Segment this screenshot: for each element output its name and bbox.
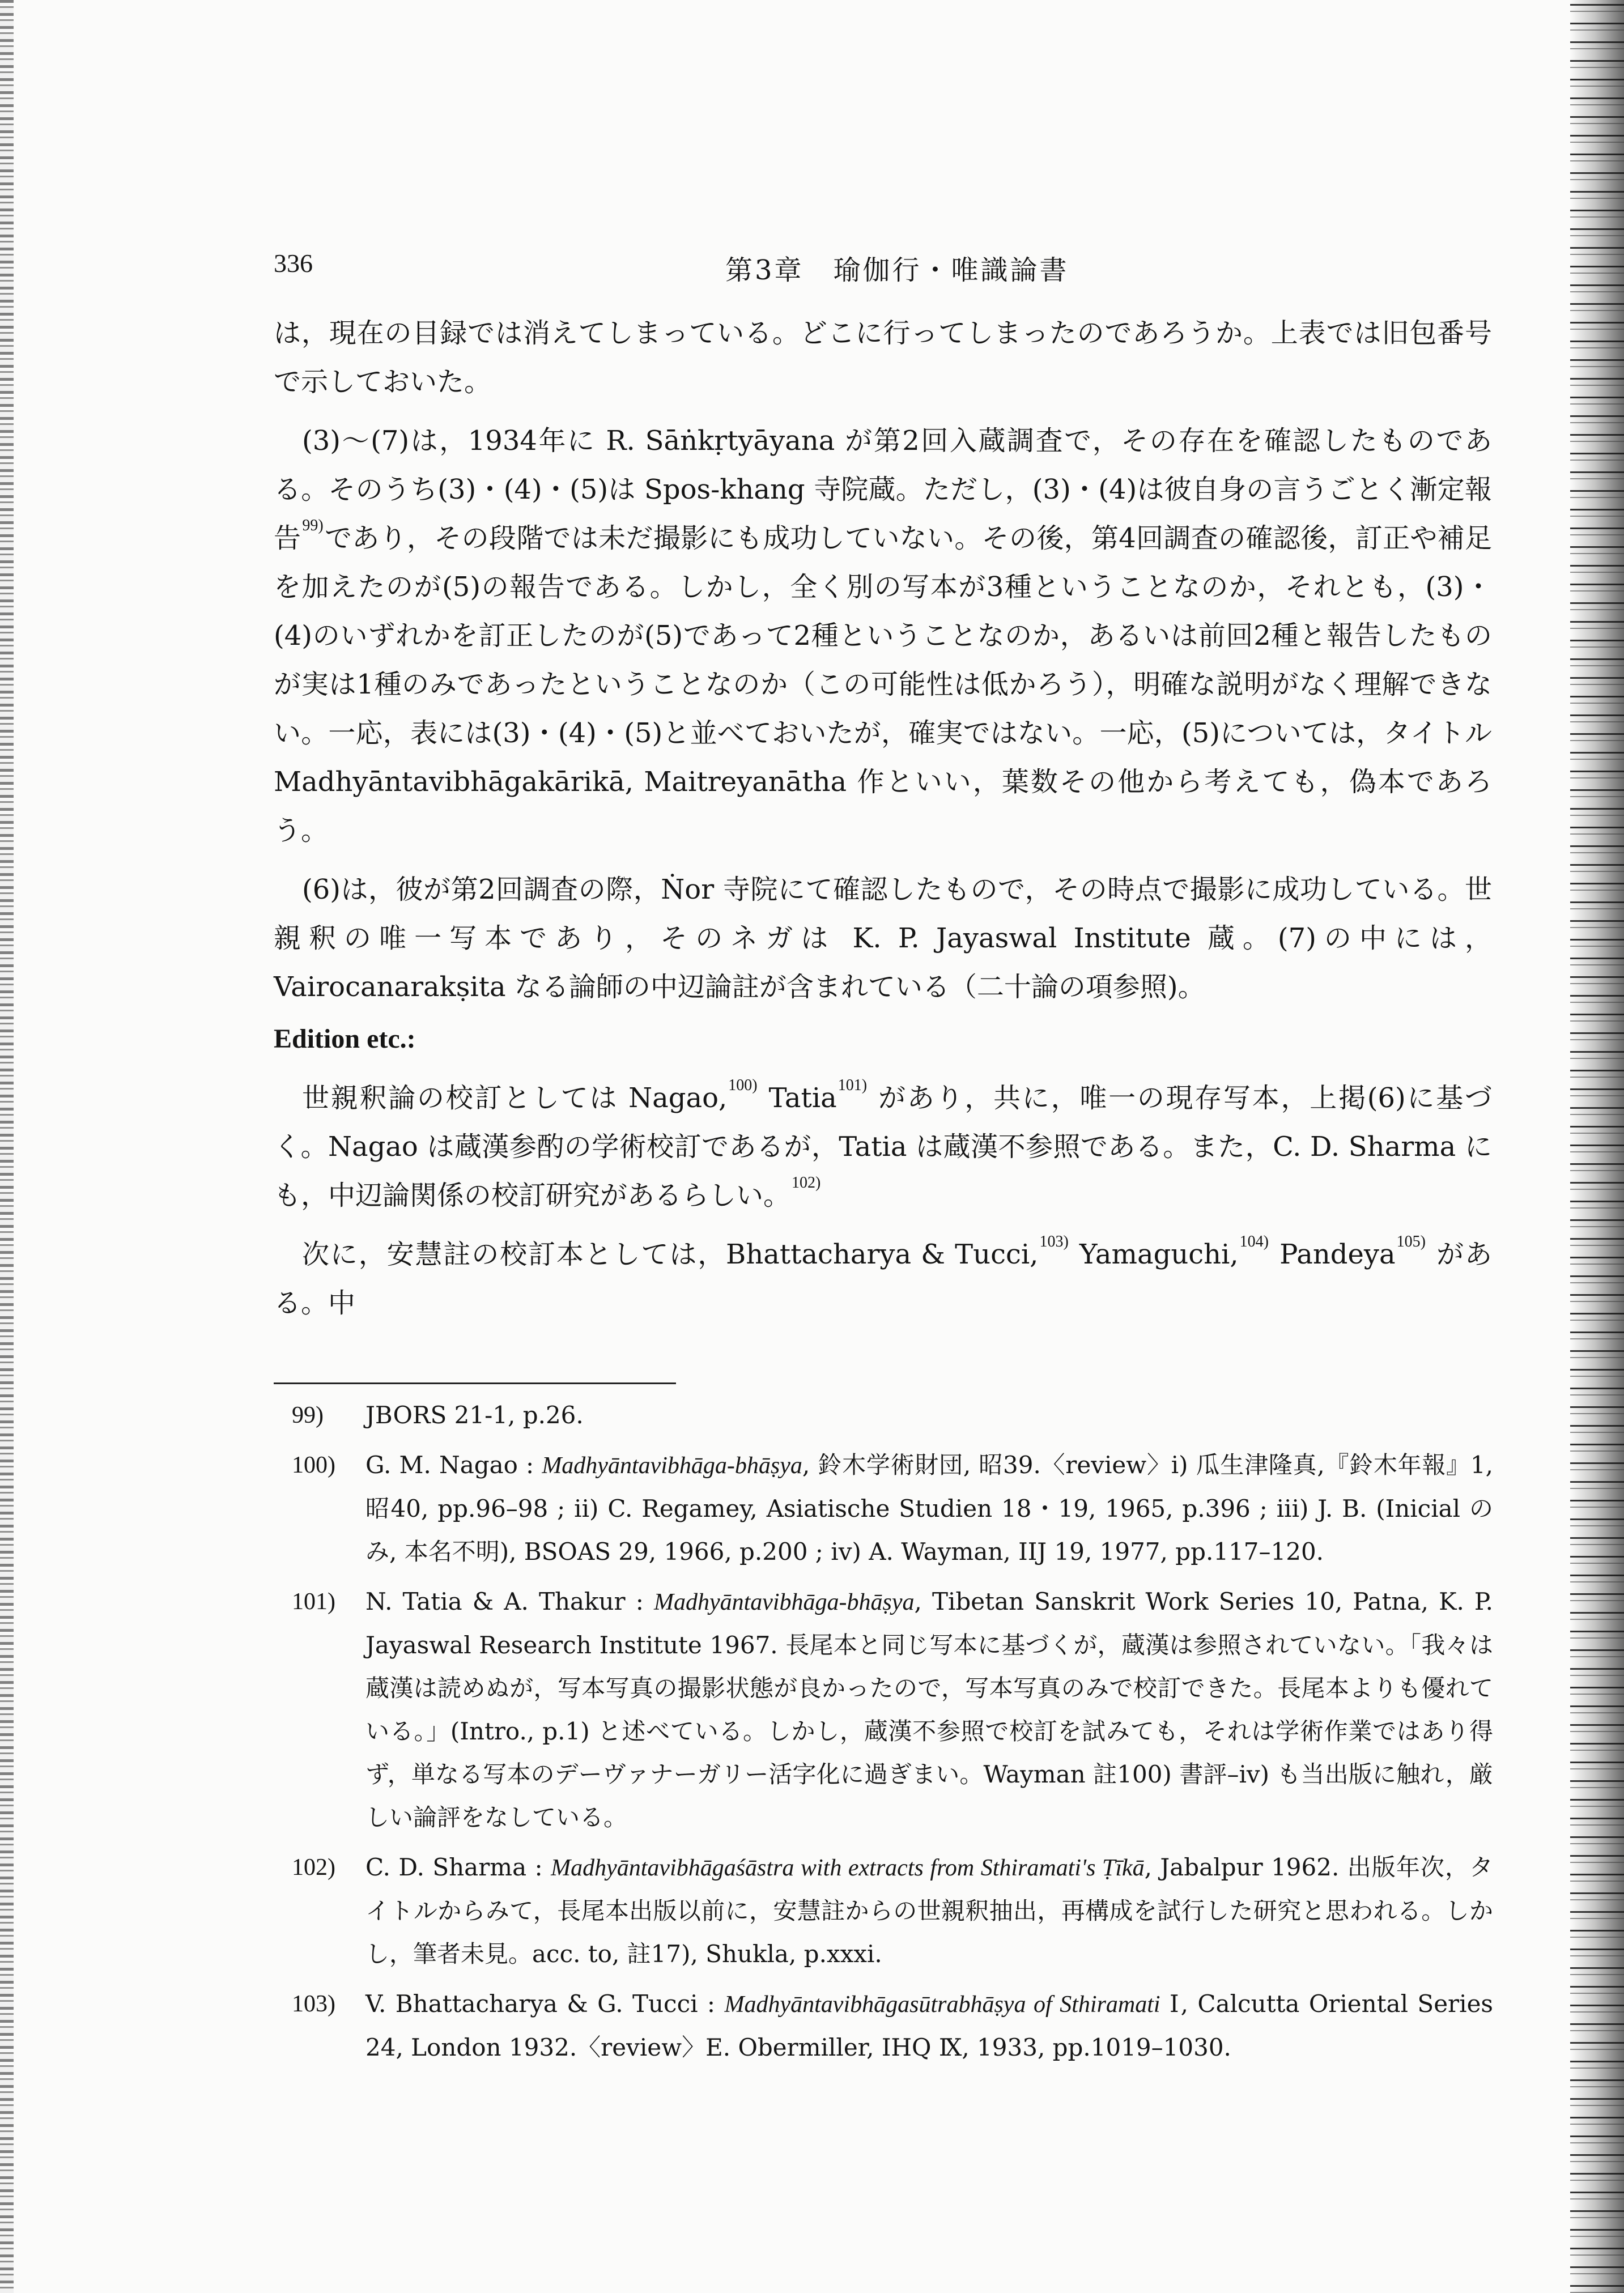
footnote-ref[interactable]: 102)	[792, 1174, 821, 1192]
footnote-ref[interactable]: 99)	[302, 517, 324, 534]
paragraph: (3)〜(7)は，1934年に R. Sāṅkṛtyāyana が第2回入蔵調査で，その存在を確認したものである。そのうち(3)・(4)・(5)は Spos-khang 寺院蔵。ただし，(3)・(4)は彼自身の言うごとく漸定報告$^{99)}$であり，その段階では未だ撮影にも成功していない。その後，第4回調査の確認後，訂正や補足を加えたのが(5)の報告である。しかし，全く別の写本が3種ということなのか，それとも，(3)・(4)のいずれかを訂正したのが(5)であって2種ということなのか，あるいは前回2種と報告したものが実は1種のみであったということなのか（この可能性は低かろう），明確な説明がなく理解できない。一応，表には(3)・(4)・(5)と並べておいたが，確実ではない。一応，(5)については，タイトル Madhyāntavibhāgakārikā, Maitreyanātha 作といい，葉数その他から考えても，偽本であろう。	[274, 425, 1492, 846]
paragraph: は，現在の目録では消えてしまっている。どこに行ってしまったのであろうか。上表では旧包番号で示しておいた。	[274, 317, 1492, 398]
paragraph: 次に，安慧註の校訂本としては，Bhattacharya & Tucci,$^{103)}$ Yamaguchi,$^{104)}$ Pandeya$^{105)}$ がある。中	[274, 1233, 1492, 1319]
footnote-number: 103)	[292, 1991, 335, 2017]
scan-edge-left	[0, 0, 14, 2293]
footnote	[292, 1846, 1493, 1976]
footnote-number: 100)	[292, 1452, 335, 1478]
footnote-number: 101)	[292, 1589, 335, 1615]
footnote-text: V. Bhattacharya & G. Tucci : Madhyāntavibhāgasūtrabhāṣya of Sthiramati Ⅰ, Calcutta Oriental Series 24, London 1932.〈review〉E. Obermiller, IHQ Ⅸ, 1933, pp.1019–1030.	[365, 1990, 1493, 2061]
footnote-ref[interactable]: 105)	[1396, 1233, 1426, 1250]
footnote-ref[interactable]: 101)	[837, 1077, 868, 1094]
work-title: Madhyāntavibhāgasūtrabhāṣya of Sthiramati	[724, 1992, 1160, 2018]
footnote-number: 99)	[292, 1402, 324, 1428]
paragraph: (6)は，彼が第2回調査の際，Ṅor 寺院にて確認したもので，その時点で撮影に成功している。世親釈の唯一写本であり，そのネガは K. P. Jayaswal Institute 蔵。(7)の中には，Vairocanarakṣita なる論師の中辺論註が含まれている（二十論の項参照)。	[274, 874, 1492, 1003]
footnote	[292, 1394, 1493, 1437]
footnote-number: 102)	[292, 1854, 335, 1881]
chapter-title: 第3章 瑜伽行・唯識論書	[725, 254, 1069, 286]
footnote	[292, 1580, 1493, 1839]
footnote-ref[interactable]: 100)	[728, 1077, 758, 1094]
footnote-ref[interactable]: 104)	[1239, 1233, 1269, 1250]
section-heading: Edition etc.:	[274, 1024, 416, 1054]
scan-edge-right	[1570, 0, 1624, 2293]
footnote-divider	[274, 1382, 676, 1384]
body-text	[274, 309, 1492, 1328]
page-number: 336	[274, 249, 313, 278]
footnote-text: N. Tatia & A. Thakur : Madhyāntavibhāga-bhāṣya, Tibetan Sanskrit Work Series 10, Patna, K. P. Jayaswal Research Institute 1967. 長尾本と同じ写本に基づくが，蔵漢は参照されていない。「我々は蔵漢は読めぬが，写本写真の撮影状態が良かったので，写本写真のみで校訂できた。長尾本よりも優れている。」(Intro., p.1) と述べている。しかし，蔵漢不参照で校訂を試みても，それは学術作業ではあり得ず，単なる写本のデーヴァナーガリー活字化に過ぎまい。Wayman 註100) 書評–iv) も当出版に触れ，厳しい論評をなしている。	[365, 1588, 1493, 1831]
footnote-ref[interactable]: 103)	[1039, 1233, 1069, 1250]
footnote-text: G. M. Nagao : Madhyāntavibhāga-bhāṣya, 鈴木学術財団, 昭39.〈review〉i) 瓜生津隆真,『鈴木年報』1, 昭40, pp.96–98 ; ii) C. Regamey, Asiatische Studien 18・19, 1965, p.396 ; iii) J. B. (Inicial のみ, 本名不明), BSOAS 29, 1966, p.200 ; iv) A. Wayman, IIJ 19, 1977, pp.117–120.	[365, 1451, 1493, 1565]
footnote	[292, 1444, 1493, 1573]
footnote	[292, 1983, 1493, 2069]
footnote-text: JBORS 21-1, p.26.	[365, 1401, 584, 1429]
work-title: Madhyāntavibhāga-bhāṣya	[542, 1453, 802, 1479]
work-title: Madhyāntavibhāgaśāstra with extracts from Sthiramati's Ṭīkā	[551, 1855, 1145, 1881]
work-title: Madhyāntavibhāga-bhāṣya	[653, 1589, 915, 1615]
paragraph: 世親釈論の校訂としては Nagao,$^{100)}$ Tatia$^{101)}$ があり，共に，唯一の現存写本，上掲(6)に基づく。Nagao は蔵漢参酌の学術校訂であるが，Tatia は蔵漢不参照である。また，C. D. Sharma にも，中辺論関係の校訂研究があるらしい。$^{102)}$	[274, 1077, 1492, 1211]
footnote-text: C. D. Sharma : Madhyāntavibhāgaśāstra with extracts from Sthiramati's Ṭīkā, Jabalpur 1962. 出版年次，タイトルからみて，長尾本出版以前に，安慧註からの世親釈抽出，再構成を試行した研究と思われる。しかし，筆者未見。acc. to, 註17), Shukla, p.xxxi.	[365, 1853, 1494, 1968]
footnotes	[292, 1394, 1493, 2076]
